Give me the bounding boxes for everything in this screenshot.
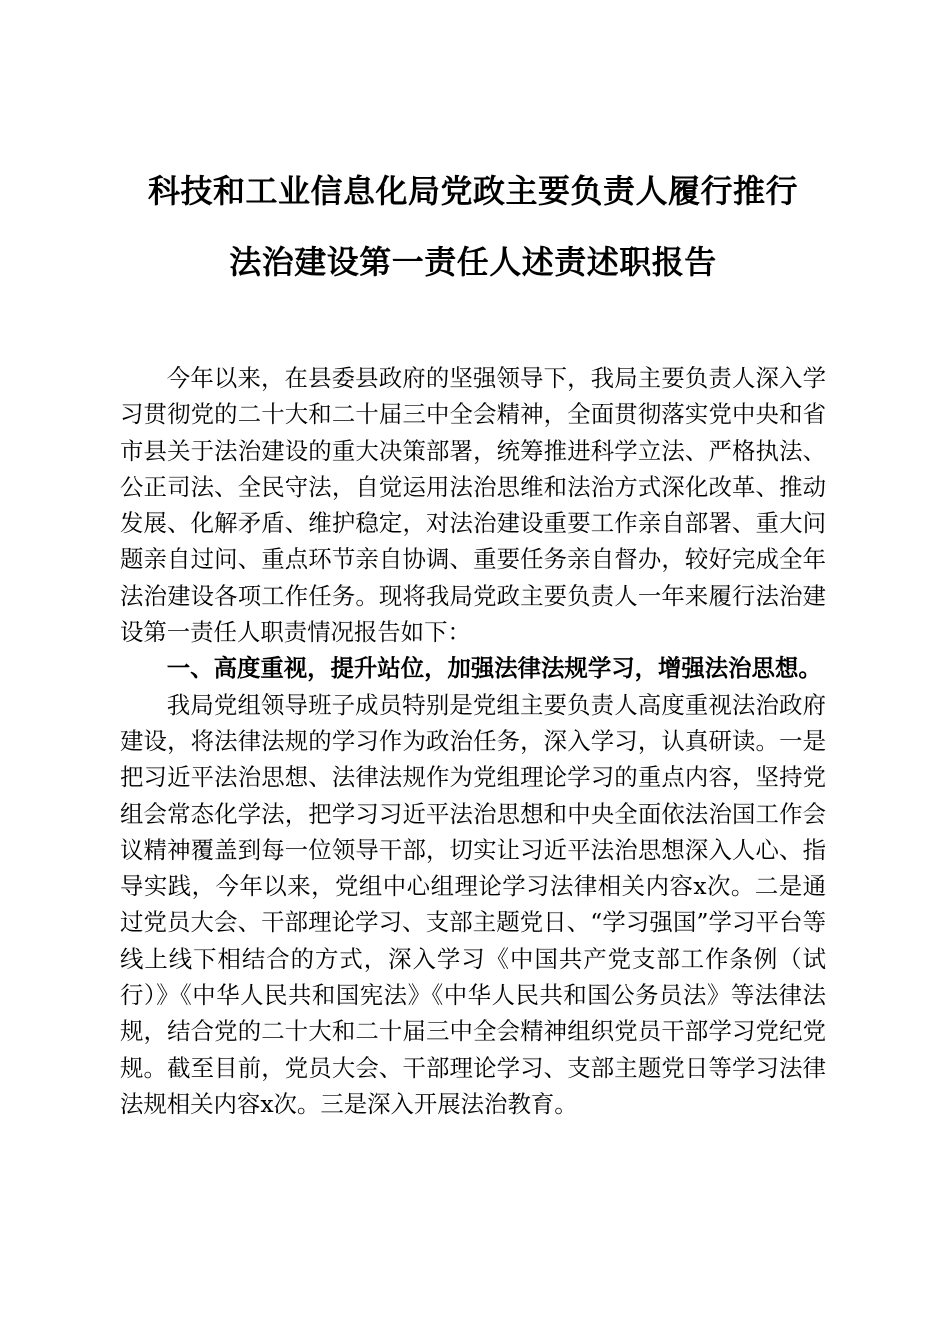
intro-paragraph: 今年以来，在县委县政府的坚强领导下，我局主要负责人深入学习贯彻党的二十大和二十届三中全会精神，全面贯彻落实党中央和省市县关于法治建设的重大决策部署，统筹推进科学立法、严格执法、公正司法、全民守法，自觉运用法治思维和法治方式深化改革、推动发展、化解矛盾、维护稳定，对法治建设重要工作亲自部署、重大问题亲自过问、重点环节亲自协调、重要任务亲自督办，较好完成全年法治建设各项工作任务。现将我局党政主要负责人一年来履行法治建设第一责任人职责情况报告如下： [120,364,826,647]
section-1-heading: 一、高度重视，提升站位，加强法律法规学习，增强法治思想。 [166,654,822,683]
section-1-paragraph: 我局党组领导班子成员特别是党组主要负责人高度重视法治政府建设，将法律法规的学习作为政治任务，深入学习，认真研读。一是把习近平法治思想、法律法规作为党组理论学习的重点内容，坚持党组会常态化学法，把学习习近平法治思想和中央全面依法治国工作会议精神覆盖到每一位领导干部，切实让习近平法治思想深入人心、指导实践，今年以来，党组中心组理论学习法律相关内容x次。二是通过党员大会、干部理论学习、支部主题党日、“学习强国”学习平台等线上线下相结合的方式，深入学习《中国共产党支部工作条例（试行）》《中华人民共和国宪法》《中华人民共和国公务员法》等法律法规，结合党的二十大和二十届三中全会精神组织党员干部学习党纪党规。截至目前，党员大会、干部理论学习、支部主题党日等学习法律法规相关内容x次。三是深入开展法治教育。 [120,690,826,1118]
document-title-line-2: 法治建设第一责任人述责述职报告 [229,243,717,281]
document-body [120,360,826,1122]
document-title-line-1: 科技和工业信息化局党政主要负责人履行推行 [147,172,798,210]
